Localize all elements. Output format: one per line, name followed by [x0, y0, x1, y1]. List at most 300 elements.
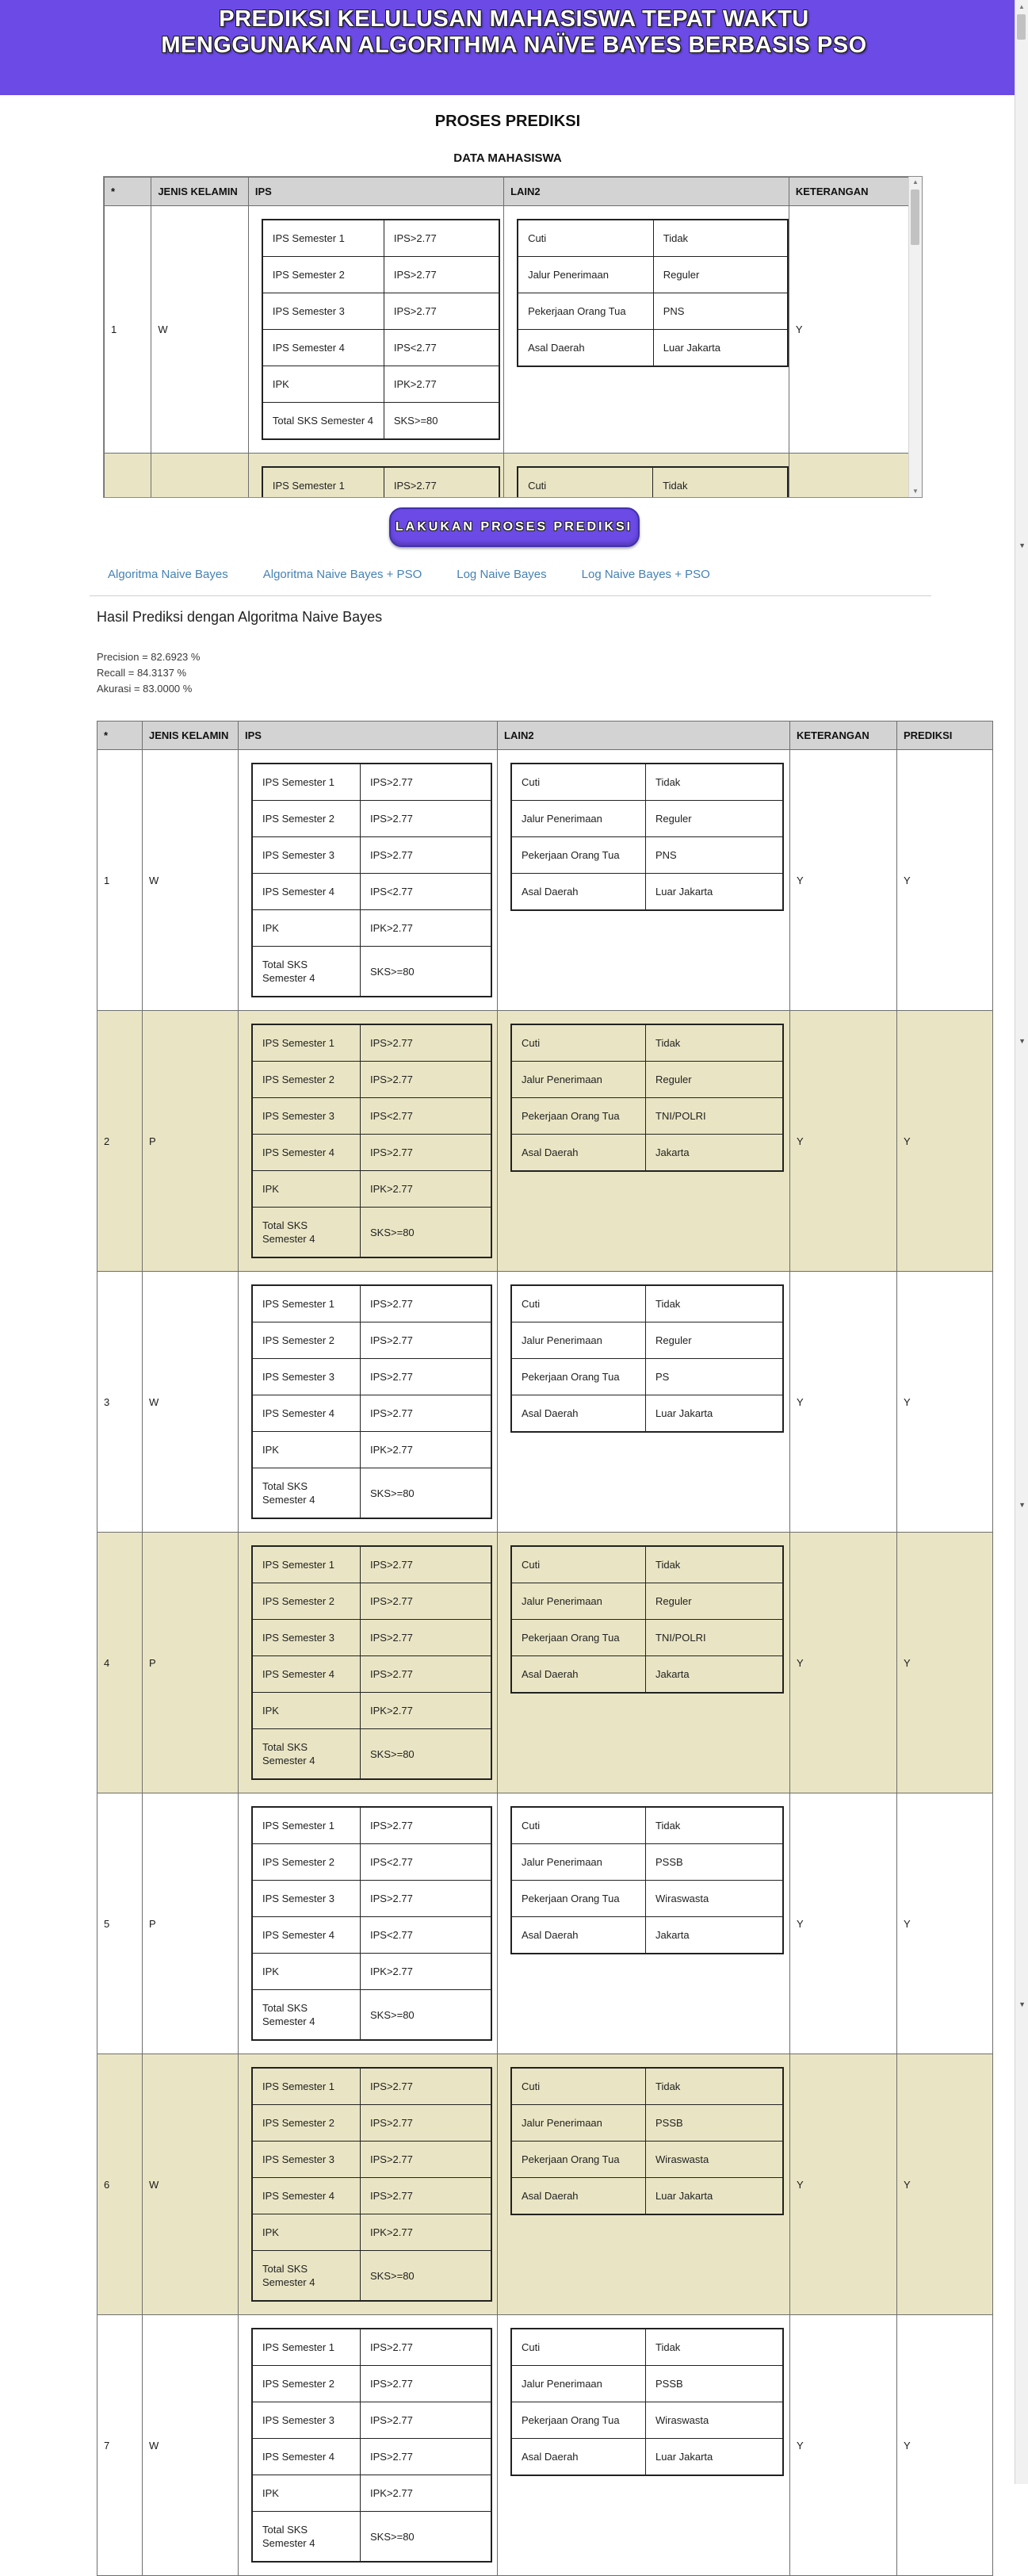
attribute-row	[262, 293, 499, 330]
attribute-row	[511, 1807, 783, 1844]
jenis-kelamin-cell: P	[143, 1793, 239, 2054]
attribute-row	[252, 1546, 491, 1583]
attribute-row	[252, 947, 491, 997]
attribute-row	[252, 1395, 491, 1432]
row-number-cell: 7	[97, 2315, 143, 2576]
attribute-label: IPS Semester 2	[262, 257, 384, 293]
attribute-value: IPK>2.77	[361, 1693, 492, 1729]
attribute-row	[511, 1917, 783, 1954]
attribute-value: IPS>2.77	[361, 2366, 492, 2402]
attribute-value: IPK>2.77	[384, 366, 499, 403]
attribute-label: Total SKS Semester 4	[252, 1729, 361, 1780]
page-header-banner	[0, 0, 1028, 95]
ips-subtable	[251, 1284, 492, 1519]
column-header-lain2: LAIN2	[504, 178, 789, 206]
student-row	[105, 454, 909, 498]
attribute-row	[511, 2402, 783, 2439]
attribute-value: IPS>2.77	[361, 801, 492, 837]
attribute-label: IPS Semester 3	[252, 1620, 361, 1656]
attribute-value: PNS	[653, 293, 788, 330]
attribute-row	[252, 1917, 491, 1954]
lain2-subtable	[510, 1806, 784, 1954]
column-header-jenis-kelamin: JENIS KELAMIN	[151, 178, 249, 206]
link-log-naive-bayes[interactable]: Log Naive Bayes	[457, 568, 547, 581]
student-row	[97, 1272, 993, 1533]
attribute-value: Reguler	[646, 1583, 784, 1620]
attribute-value: IPS>2.77	[361, 1395, 492, 1432]
attribute-label: Cuti	[511, 1024, 646, 1062]
keterangan-cell: Y	[790, 1011, 897, 1272]
lain2-subtable	[510, 2328, 784, 2476]
attribute-value: Tidak	[646, 2329, 784, 2366]
lain2-cell	[498, 1011, 790, 1272]
attribute-row	[252, 1990, 491, 2041]
attribute-label: IPS Semester 1	[262, 467, 384, 497]
attribute-label: IPS Semester 1	[262, 220, 384, 257]
column-header-ips: IPS	[239, 722, 498, 750]
column-header-keterangan: KETERANGAN	[789, 178, 908, 206]
result-table-header-row	[97, 722, 993, 750]
attribute-label: IPS Semester 2	[252, 1844, 361, 1881]
attribute-row	[252, 1954, 491, 1990]
ips-subtable	[262, 219, 500, 440]
attribute-value: IPS<2.77	[361, 874, 492, 910]
attribute-value: IPS>2.77	[361, 1135, 492, 1171]
attribute-row	[518, 293, 788, 330]
attribute-label: Total SKS Semester 4	[252, 1208, 361, 1258]
attribute-label: IPS Semester 1	[252, 1546, 361, 1583]
attribute-label: Jalur Penerimaan	[511, 1844, 646, 1881]
attribute-label: IPK	[252, 1171, 361, 1208]
attribute-value: Luar Jakarta	[646, 2178, 784, 2215]
attribute-value: SKS>=80	[384, 403, 499, 440]
attribute-label: Total SKS Semester 4	[252, 2251, 361, 2302]
jenis-kelamin-cell: P	[143, 1533, 239, 1793]
lain2-subtable	[517, 219, 789, 367]
attribute-value: Reguler	[646, 801, 784, 837]
attribute-label: Pekerjaan Orang Tua	[511, 837, 646, 874]
data-table-scroll-container[interactable]	[103, 176, 923, 498]
student-row	[97, 1793, 993, 2054]
keterangan-cell	[789, 454, 908, 498]
attribute-value: Tidak	[646, 1807, 784, 1844]
ips-cell	[239, 1793, 498, 2054]
attribute-row	[252, 1432, 491, 1468]
attribute-row	[262, 257, 499, 293]
attribute-row	[511, 837, 783, 874]
attribute-value: Wiraswasta	[646, 2142, 784, 2178]
attribute-value: Tidak	[646, 1285, 784, 1322]
attribute-value: IPS>2.77	[361, 1024, 492, 1062]
attribute-value: IPS<2.77	[384, 330, 499, 366]
keterangan-cell: Y	[790, 2315, 897, 2576]
attribute-value: Reguler	[646, 1062, 784, 1098]
attribute-row	[518, 220, 788, 257]
attribute-row	[252, 1098, 491, 1135]
attribute-value: IPS>2.77	[361, 2105, 492, 2142]
lain2-cell	[498, 750, 790, 1011]
attribute-value: Reguler	[653, 257, 788, 293]
attribute-value: IPS>2.77	[361, 1359, 492, 1395]
attribute-label: Asal Daerah	[518, 330, 653, 367]
attribute-value: SKS>=80	[361, 2251, 492, 2302]
lain2-cell	[498, 1272, 790, 1533]
attribute-label: Asal Daerah	[511, 2178, 646, 2215]
scroll-down-icon[interactable]: ▼	[1018, 1037, 1026, 1045]
attribute-row	[511, 1135, 783, 1172]
attribute-value: SKS>=80	[361, 1729, 492, 1780]
attribute-row	[262, 330, 499, 366]
attribute-label: IPS Semester 3	[252, 1098, 361, 1135]
ips-subtable	[251, 2067, 492, 2302]
student-row	[97, 2315, 993, 2576]
attribute-row	[511, 1062, 783, 1098]
ips-subtable	[251, 1806, 492, 2041]
attribute-label: IPS Semester 4	[252, 2178, 361, 2214]
prediksi-cell: Y	[897, 2054, 993, 2315]
lain2-cell	[504, 206, 789, 454]
attribute-value: IPS>2.77	[361, 2142, 492, 2178]
attribute-row	[262, 366, 499, 403]
attribute-value: Jakarta	[646, 1135, 784, 1172]
attribute-label: Asal Daerah	[511, 874, 646, 911]
attribute-row	[511, 2329, 783, 2366]
attribute-value: IPS>2.77	[361, 1620, 492, 1656]
recall-value: Recall = 84.3137 %	[97, 667, 187, 679]
page-title-line2: MENGGUNAKAN ALGORITHMA NAÏVE BAYES BERBASIS PSO	[161, 33, 867, 58]
attribute-row	[511, 801, 783, 837]
attribute-label: IPS Semester 1	[252, 1024, 361, 1062]
column-header-lain2: LAIN2	[498, 722, 790, 750]
scroll-down-icon[interactable]: ▼	[1018, 2000, 1026, 2008]
prediksi-cell: Y	[897, 1011, 993, 1272]
attribute-row	[518, 467, 788, 497]
attribute-row	[262, 403, 499, 440]
attribute-value: IPS>2.77	[361, 1881, 492, 1917]
attribute-value: Tidak	[653, 467, 788, 497]
attribute-value: Tidak	[646, 764, 784, 801]
ips-cell	[248, 454, 503, 498]
row-number-cell: 5	[97, 1793, 143, 2054]
attribute-label: IPK	[252, 1432, 361, 1468]
attribute-label: Cuti	[511, 1285, 646, 1322]
attribute-label: IPS Semester 1	[252, 2329, 361, 2366]
page-scrollbar-thumb[interactable]	[1017, 14, 1026, 40]
attribute-row	[511, 1285, 783, 1322]
scroll-down-icon[interactable]: ▼	[1018, 542, 1026, 549]
ips-cell	[239, 1533, 498, 1793]
attribute-value: IPS<2.77	[361, 1098, 492, 1135]
row-number-cell: 3	[97, 1272, 143, 1533]
lain2-subtable	[510, 763, 784, 911]
algorithm-links	[108, 568, 1028, 581]
attribute-label: IPS Semester 1	[252, 764, 361, 801]
attribute-label: IPS Semester 3	[252, 2402, 361, 2439]
attribute-row	[518, 257, 788, 293]
attribute-label: IPS Semester 4	[262, 330, 384, 366]
attribute-row	[511, 874, 783, 911]
attribute-label: Jalur Penerimaan	[518, 257, 653, 293]
lain2-subtable	[510, 1284, 784, 1433]
attribute-value: IPK>2.77	[361, 1954, 492, 1990]
attribute-value: SKS>=80	[361, 1990, 492, 2041]
attribute-value: IPS>2.77	[361, 1807, 492, 1844]
prediksi-cell: Y	[897, 1533, 993, 1793]
student-row	[97, 750, 993, 1011]
attribute-label: Pekerjaan Orang Tua	[511, 1881, 646, 1917]
attribute-row	[252, 2178, 491, 2214]
attribute-value: TNI/POLRI	[646, 1620, 784, 1656]
attribute-label: Total SKS Semester 4	[252, 1990, 361, 2041]
attribute-value: Reguler	[646, 1322, 784, 1359]
prediksi-cell: Y	[897, 2315, 993, 2576]
lain2-subtable	[510, 1545, 784, 1694]
attribute-value: IPS>2.77	[361, 2329, 492, 2366]
attribute-label: IPS Semester 4	[252, 1917, 361, 1954]
column-header-jenis-kelamin: JENIS KELAMIN	[143, 722, 239, 750]
keterangan-cell: Y	[790, 2054, 897, 2315]
data-table-scrollbar-thumb[interactable]	[911, 189, 919, 245]
attribute-label: Jalur Penerimaan	[511, 1322, 646, 1359]
attribute-label: IPS Semester 2	[252, 1583, 361, 1620]
attribute-label: Jalur Penerimaan	[511, 1062, 646, 1098]
attribute-label: IPS Semester 1	[252, 1285, 361, 1322]
attribute-label: Pekerjaan Orang Tua	[511, 2142, 646, 2178]
attribute-label: Cuti	[511, 1807, 646, 1844]
attribute-row	[511, 1656, 783, 1694]
prediksi-cell: Y	[897, 750, 993, 1011]
attribute-row	[511, 1024, 783, 1062]
attribute-row	[511, 1322, 783, 1359]
attribute-row	[252, 1024, 491, 1062]
attribute-row	[252, 764, 491, 801]
attribute-row	[252, 2475, 491, 2512]
jenis-kelamin-cell: W	[143, 2054, 239, 2315]
attribute-label: Asal Daerah	[511, 1656, 646, 1694]
attribute-row	[252, 874, 491, 910]
attribute-row	[252, 1881, 491, 1917]
jenis-kelamin-cell: P	[143, 1011, 239, 1272]
attribute-row	[252, 2512, 491, 2563]
akurasi-value: Akurasi = 83.0000 %	[97, 683, 193, 695]
attribute-value: Luar Jakarta	[653, 330, 788, 367]
link-algoritma-naive-bayes-pso[interactable]: Algoritma Naive Bayes + PSO	[262, 568, 422, 581]
attribute-row	[252, 1135, 491, 1171]
attribute-row	[252, 2142, 491, 2178]
attribute-label: Cuti	[511, 2329, 646, 2366]
attribute-row	[511, 2366, 783, 2402]
scroll-down-icon[interactable]: ▼	[1018, 1501, 1026, 1509]
row-number-cell: 2	[97, 1011, 143, 1272]
attribute-value: IPK>2.77	[361, 910, 492, 947]
keterangan-cell: Y	[789, 206, 908, 454]
attribute-row	[252, 801, 491, 837]
attribute-value: Tidak	[646, 2068, 784, 2105]
attribute-label: IPS Semester 2	[252, 2105, 361, 2142]
attribute-value: IPS>2.77	[361, 1062, 492, 1098]
attribute-label: IPK	[252, 1693, 361, 1729]
attribute-value: IPK>2.77	[361, 1432, 492, 1468]
attribute-label: Cuti	[518, 220, 653, 257]
column-header-star: *	[97, 722, 143, 750]
column-header-star: *	[105, 178, 151, 206]
attribute-row	[252, 1285, 491, 1322]
student-row	[105, 206, 909, 454]
attribute-label: Asal Daerah	[511, 1395, 646, 1433]
attribute-value: IPS>2.77	[361, 764, 492, 801]
link-algoritma-naive-bayes[interactable]: Algoritma Naive Bayes	[108, 568, 228, 581]
attribute-row	[252, 1322, 491, 1359]
attribute-label: IPK	[262, 366, 384, 403]
attribute-row	[511, 1881, 783, 1917]
attribute-row	[252, 1359, 491, 1395]
attribute-value: PSSB	[646, 2366, 784, 2402]
lain2-cell	[498, 1533, 790, 1793]
attribute-label: IPS Semester 3	[252, 2142, 361, 2178]
attribute-label: IPS Semester 4	[252, 1395, 361, 1432]
attribute-label: Pekerjaan Orang Tua	[518, 293, 653, 330]
attribute-value: IPS>2.77	[384, 293, 499, 330]
attribute-value: PNS	[646, 837, 784, 874]
attribute-row	[252, 2068, 491, 2105]
attribute-label: Total SKS Semester 4	[252, 2512, 361, 2563]
attribute-label: Jalur Penerimaan	[511, 2366, 646, 2402]
student-row	[97, 1533, 993, 1793]
column-header-ips: IPS	[248, 178, 503, 206]
lakukan-proses-prediksi-button[interactable]: LAKUKAN PROSES PREDIKSI	[389, 507, 640, 547]
attribute-row	[518, 330, 788, 367]
attribute-label: Pekerjaan Orang Tua	[511, 1620, 646, 1656]
attribute-value: IPS<2.77	[361, 1844, 492, 1881]
keterangan-cell: Y	[790, 750, 897, 1011]
lain2-subtable	[510, 2067, 784, 2215]
row-number-cell: 6	[97, 2054, 143, 2315]
jenis-kelamin-cell: W	[143, 1272, 239, 1533]
attribute-row	[511, 1359, 783, 1395]
attribute-value: Tidak	[653, 220, 788, 257]
attribute-label: IPS Semester 3	[252, 1881, 361, 1917]
attribute-row	[252, 910, 491, 947]
jenis-kelamin-cell: W	[143, 750, 239, 1011]
attribute-label: IPS Semester 3	[252, 837, 361, 874]
jenis-kelamin-cell: W	[143, 2315, 239, 2576]
ips-subtable	[251, 2328, 492, 2563]
data-table-scrollbar	[908, 177, 922, 497]
attribute-row	[511, 1583, 783, 1620]
attribute-label: IPS Semester 4	[252, 1135, 361, 1171]
ips-subtable	[251, 763, 492, 997]
attribute-label: IPK	[252, 910, 361, 947]
attribute-label: IPS Semester 2	[252, 2366, 361, 2402]
jenis-kelamin-cell: W	[151, 206, 249, 454]
attribute-row	[252, 1468, 491, 1519]
attribute-label: Pekerjaan Orang Tua	[511, 2402, 646, 2439]
attribute-row	[252, 1807, 491, 1844]
attribute-row	[511, 764, 783, 801]
student-row	[97, 2054, 993, 2315]
attribute-value: SKS>=80	[361, 2512, 492, 2563]
keterangan-cell: Y	[790, 1272, 897, 1533]
process-section-title: PROSES PREDIKSI	[434, 113, 581, 130]
ips-subtable	[251, 1545, 492, 1780]
page-scrollbar[interactable]	[1015, 0, 1028, 2484]
ips-cell	[239, 1272, 498, 1533]
precision-value: Precision = 82.6923 %	[97, 651, 201, 663]
column-header-keterangan: KETERANGAN	[790, 722, 897, 750]
attribute-label: Asal Daerah	[511, 1135, 646, 1172]
attribute-row	[252, 1171, 491, 1208]
attribute-value: IPS>2.77	[361, 2178, 492, 2214]
attribute-value: Tidak	[646, 1024, 784, 1062]
attribute-value: IPS>2.77	[361, 1656, 492, 1693]
attribute-label: IPS Semester 3	[252, 1359, 361, 1395]
row-number-cell	[105, 454, 151, 498]
scroll-up-icon[interactable]: ▲	[912, 178, 919, 186]
attribute-value: IPS>2.77	[361, 837, 492, 874]
attribute-label: IPS Semester 4	[252, 1656, 361, 1693]
attribute-row	[252, 2251, 491, 2302]
data-table-clip	[104, 177, 909, 497]
attribute-value: IPS>2.77	[384, 220, 499, 257]
attribute-label: IPS Semester 2	[252, 1062, 361, 1098]
attribute-value: Wiraswasta	[646, 2402, 784, 2439]
attribute-value: SKS>=80	[361, 1208, 492, 1258]
attribute-row	[511, 2105, 783, 2142]
attribute-row	[511, 2439, 783, 2476]
section-divider	[90, 595, 931, 596]
attribute-value: IPS>2.77	[361, 2068, 492, 2105]
scroll-up-icon[interactable]: ▲	[1018, 3, 1025, 10]
lain2-cell	[498, 1793, 790, 2054]
attribute-label: Jalur Penerimaan	[511, 1583, 646, 1620]
attribute-value: IPS>2.77	[361, 1546, 492, 1583]
attribute-row	[511, 1844, 783, 1881]
attribute-value: PSSB	[646, 2105, 784, 2142]
link-log-naive-bayes-pso[interactable]: Log Naive Bayes + PSO	[581, 568, 710, 581]
attribute-value: Jakarta	[646, 1917, 784, 1954]
attribute-value: PSSB	[646, 1844, 784, 1881]
attribute-value: Tidak	[646, 1546, 784, 1583]
attribute-label: Asal Daerah	[511, 1917, 646, 1954]
attribute-value: Luar Jakarta	[646, 1395, 784, 1433]
attribute-row	[511, 1098, 783, 1135]
attribute-label: Total SKS Semester 4	[252, 947, 361, 997]
attribute-label: IPK	[252, 2475, 361, 2512]
keterangan-cell: Y	[790, 1533, 897, 1793]
ips-subtable	[262, 466, 500, 497]
attribute-label: Cuti	[511, 2068, 646, 2105]
attribute-value: Jakarta	[646, 1656, 784, 1694]
lain2-cell	[504, 454, 789, 498]
attribute-label: IPS Semester 2	[252, 1322, 361, 1359]
scroll-down-icon[interactable]: ▼	[912, 488, 919, 495]
attribute-row	[252, 1729, 491, 1780]
attribute-label: IPK	[252, 1954, 361, 1990]
attribute-row	[252, 2439, 491, 2475]
attribute-row	[511, 2142, 783, 2178]
attribute-value: Luar Jakarta	[646, 2439, 784, 2476]
ips-cell	[239, 2315, 498, 2576]
attribute-value: SKS>=80	[361, 1468, 492, 1519]
attribute-label: IPS Semester 2	[252, 801, 361, 837]
student-row	[97, 1011, 993, 1272]
attribute-row	[511, 1620, 783, 1656]
attribute-row	[252, 1693, 491, 1729]
attribute-value: SKS>=80	[361, 947, 492, 997]
result-heading: Hasil Prediksi dengan Algoritma Naive Bayes	[97, 609, 383, 625]
metrics-block	[97, 649, 1028, 697]
attribute-label: IPK	[252, 2214, 361, 2251]
